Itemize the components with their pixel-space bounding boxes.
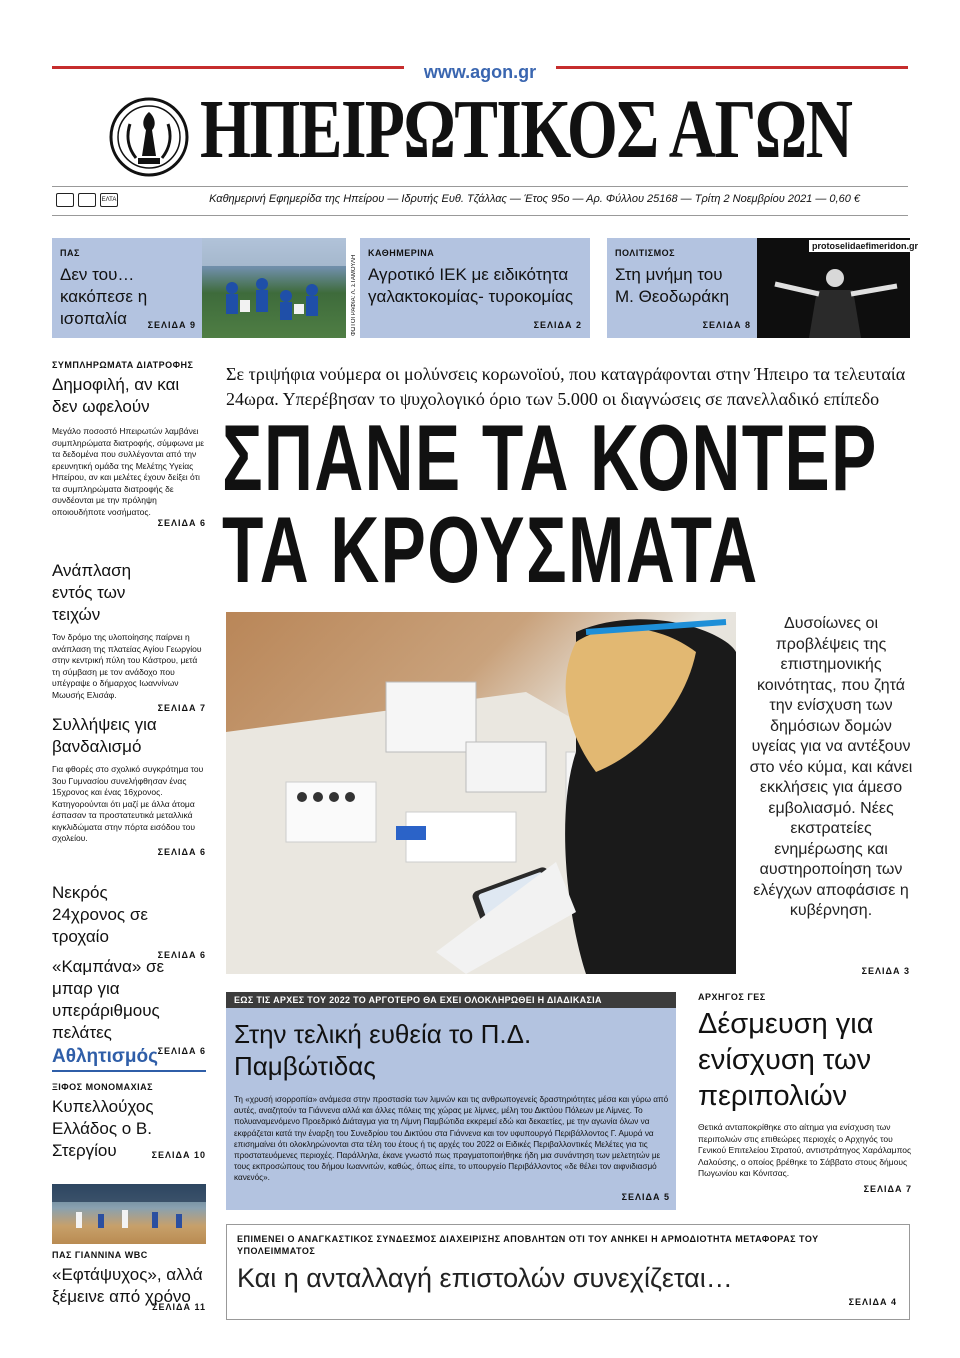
story-title: Κυπελλούχος Ελλάδος ο Β. Στεργίου — [52, 1097, 154, 1160]
main-side-text: Δυσοίωνες οι προβλέψεις της επιστημονικής κοινότητας, που ζητά την ενίσχυση των δημόσιων δομών υγείας για να αντέξουν στο νέο κύμα, και κάνει εκκλήσεις για άμεσο εμβολιασμό. Νέες εκστρατείες ενημέρωσης και αυστηροποίηση των ελέγχων αποφάσισε η κυβέρνηση. — [749, 615, 913, 919]
main-lead: Σε τριψήφια νούμερα οι μολύνσεις κορωνοϊού, που καταγράφονται στην Ήπειρο τα τελευταία 24ωρα. Υπερέβησαν το ψυχολογικό όριο των 5.000 οι διαγνώσεις σε πανελλαδικό επίπεδο — [226, 364, 906, 409]
story-title: Ανάπλαση εντός των τειχών — [52, 561, 132, 624]
main-headline[interactable] — [222, 405, 878, 602]
story-page: ΣΕΛΙΔΑ 6 — [157, 950, 206, 960]
teaser-pas[interactable] — [52, 238, 202, 338]
story-page: ΣΕΛΙΔΑ 11 — [152, 1302, 206, 1312]
story-kicker: ΞΙΦΟΣ ΜΟΝΟΜΑΧΙΑΣ — [52, 1082, 153, 1092]
masthead-title: ΗΠΕΙΡΩΤΙΚΟΣ ΑΓΩΝ — [200, 83, 852, 176]
sports-story-fencing[interactable] — [52, 1082, 206, 1160]
story-page: ΣΕΛΙΔΑ 6 — [157, 846, 206, 857]
sidebar-story-1[interactable] — [52, 360, 206, 528]
teaser-title: Δεν του… κακόπεσε η ισοπαλία — [60, 265, 148, 328]
basketball-photo — [52, 1184, 206, 1244]
teaser-kicker: ΚΑΘΗΜΕΡΙΝΑ — [368, 248, 435, 258]
story-body: Για φθορές στο σχολικό συγκρότημα του 3ου Γυμνασίου συνελήφθησαν ένας 15χρονος και ένας 16χρονος. Κατηγορούνται ότι μαζί με άλλα άτομα έσπασαν τα προστατευτικά μεταλλικά κιγκλιδώματα στην πόρτα εισόδου του σχολείου. — [52, 764, 204, 843]
sidebar-story-2[interactable] — [52, 560, 206, 713]
story-title: Συλλήψεις για βανδαλισμό — [52, 715, 157, 756]
teaser-kathimerina[interactable] — [360, 238, 590, 338]
story-page: ΣΕΛΙΔΑ 7 — [863, 1183, 912, 1194]
main-page: ΣΕΛΙΔΑ 3 — [861, 966, 910, 976]
headline-line-2: ΤΑ ΚΡΟΥΣΜΑΤΑ — [222, 497, 759, 602]
story-page: ΣΕΛΙΔΑ 4 — [848, 1297, 897, 1307]
teaser-title: Στη μνήμη του Μ. Θεοδωράκη — [615, 265, 730, 306]
issue-info: Καθημερινή Εφημερίδα της Ηπείρου — Ιδρυτής Ευθ. Τζάλλας — Έτος 95ο — Αρ. Φύλλου 25168 — Τρίτη 2 Νοεμβρίου 2021 — 0,60 € — [209, 193, 860, 205]
story-body: Τον δρόμο της υλοποίησης παίρνει η ανάπλαση της πλατείας Αγίου Γεωργίου στην κεντρική πύλη του Κάστρου, μετά τη σύμβαση με τον ανάδοχο που υπέγραψε ο δήμαρχος Ιωαννίνων Μωυσής Ελισάφ. — [52, 632, 202, 700]
newspaper-seal-logo — [108, 96, 190, 178]
sports-story-basketball[interactable] — [52, 1250, 206, 1312]
ges-story[interactable] — [698, 992, 912, 1194]
story-body: Θετικά ανταποκρίθηκε στο αίτημα για ενίσχυση των περιπολιών στις επιθεώρες περιοχές ο Αρχηγός του Γενικού Επιτελείου Στρατού, αντιστράτηγος Χαράλαμπος Λαλούσης, ο οποίος βρέθηκε το Σάββατο στους δήμους Πωγωνίου και Κόνιτσας. — [698, 1122, 912, 1178]
story-title: Δημοφιλή, αν και δεν ωφελούν — [52, 375, 180, 416]
story-title: Στην τελική ευθεία το Π.Δ. Παμβώτιδας — [234, 1019, 532, 1081]
sidebar-story-4[interactable] — [52, 882, 206, 960]
story-title: «Καμπάνα» σε μπαρ για υπεράριθμους πελάτες — [52, 957, 165, 1042]
logo-elta: ΕΛΤΑ — [100, 193, 118, 207]
story-kicker: ΣΥΜΠΛΗΡΩΜΑΤΑ ΔΙΑΤΡΟΦΗΣ — [52, 360, 194, 370]
theodorakis-photo — [757, 238, 910, 338]
teaser-kicker: ΠΟΛΙΤΙΣΜΟΣ — [615, 248, 676, 258]
headline-line-1: ΣΠΑΝΕ ΤΑ ΚΟΝΤΕΡ — [222, 405, 878, 510]
story-page: ΣΕΛΙΔΑ 10 — [151, 1150, 206, 1160]
story-title: Νεκρός 24χρονος σε τροχαίο — [52, 883, 148, 946]
story-kicker: ΠΑΣ ΓΙΑΝΝΙΝΑ WBC — [52, 1250, 148, 1260]
bottom-story[interactable] — [226, 1224, 910, 1320]
sports-section-label: Αθλητισμός — [52, 1046, 206, 1072]
info-line — [52, 186, 908, 216]
story-page: ΣΕΛΙΔΑ 6 — [157, 1046, 206, 1056]
teaser-page: ΣΕΛΙΔΑ 9 — [147, 320, 196, 330]
story-kicker: ΕΠΙΜΕΝΕΙ Ο ΑΝΑΓΚΑΣΤΙΚΟΣ ΣΥΝΔΕΣΜΟΣ ΔΙΑΧΕΙΡΙΣΗΣ ΑΠΟΒΛΗΤΩΝ ΟΤΙ ΤΟΥ ΑΝΗΚΕΙ Η ΑΡΜΟΔΙΟΤΗΤΑ ΜΕΤΑΦΟΡΑΣ ΤΟΥ ΥΠΟΛΕΙΜΜΑΤΟΣ — [237, 1234, 819, 1256]
story-page: ΣΕΛΙΔΑ 5 — [621, 1192, 670, 1202]
teaser-kicker: ΠΑΣ — [60, 248, 80, 258]
story-body: Μεγάλο ποσοστό Ηπειρωτών λαμβάνει συμπληρώματα διατροφής, σύμφωνα με τα δεδομένα που συλλέγονται από την ερευνητική ομάδα της Μελέτης Υγείας Ηπείρου, αν και μελέτες έχουν δείξει ότι τα συμπληρώματα διατροφής δε συνδέονται με την πρόληψη οποιουδήποτε νοσήματος. — [52, 426, 205, 517]
story-title: Δέσμευση για ενίσχυση των περιπολιών — [698, 1008, 874, 1112]
sidebar-story-5[interactable] — [52, 956, 206, 1056]
teaser-page: ΣΕΛΙΔΑ 2 — [533, 320, 582, 330]
story-title: «Εφτάψυχος», αλλά ξέμεινε από χρόνο — [52, 1265, 203, 1306]
partner-logos — [56, 193, 118, 207]
story-kicker: ΕΩΣ ΤΙΣ ΑΡΧΕΣ ΤΟΥ 2022 ΤΟ ΑΡΓΟΤΕΡΟ ΘΑ ΕΧΕΙ ΟΛΟΚΛΗΡΩΘΕΙ Η ΔΙΑΔΙΚΑΣΙΑ — [226, 992, 676, 1008]
teaser-title: Αγροτικό ΙΕΚ με ειδικότητα γαλακτοκομίας- τυροκομίας — [368, 265, 574, 306]
football-photo — [202, 238, 346, 338]
story-page: ΣΕΛΙΔΑ 7 — [157, 703, 206, 713]
site-url[interactable]: www.agon.gr — [423, 62, 537, 82]
story-body: Τη «χρυσή ισορροπία» ανάμεσα στην προστασία των λιμνών και τις ανθρωπογενείς δραστηριότητες μέσα και γύρω από αυτές, αναζητούν τα Γιάννενα αλλά και άλλες πόλεις της χώρας με λίμνες, μέλη του Δικτύου Πόλεων με Λίμνες. Το πολυαναμενόμενο Προεδρικό Διάταγμα για τη Λίμνη Παμβώτιδα εκκρεμεί εδώ και δεκαετίες, με την αγωνία όλων να εκφράζεται κατά την έναρξη του Συνεδρίου του Δικτύου στα Γιάννενα και τον υφυπουργό Περιβάλλοντος Γ. Αμυρά να επισημαίνει ότι ολοκληρώνονται στα τέλη του έτους ή τις αρχές του 2022 οι Ειδικές Περιβαλλοντικές Μελέτες για τις προστατευόμενες περιοχές. Παράλληλα, έκανε γνωστό πως πραγματοποιήθηκε ήδη μια συνάντηση των μελετητών με τους εκπροσώπους του δήμου Ιωαννιτών, καθώς, όπως είπε, το υπουργείο Περιβάλλοντος «δε θέλει τον αιφνιδιασμό κανενός». — [234, 1095, 669, 1183]
story-title: Και η ανταλλαγή επιστολών συνεχίζεται… — [237, 1263, 733, 1293]
teaser-page: ΣΕΛΙΔΑ 8 — [702, 320, 751, 330]
watermark: protoselidaefimeridon.gr — [809, 240, 921, 252]
story-page: ΣΕΛΙΔΑ 6 — [157, 518, 206, 528]
story-kicker: ΑΡΧΗΓΟΣ ΓΕΣ — [698, 992, 766, 1002]
logo-2 — [78, 193, 96, 207]
pamvotida-story[interactable] — [226, 992, 676, 1210]
photo-credit: ΦΩΤΟΓΡΑΦΙΑ: Λ. ΣΤΑΜΟΥΛΗ — [351, 254, 357, 336]
teaser-politismos[interactable] — [607, 238, 757, 338]
covid-testing-photo — [226, 612, 736, 974]
sidebar-story-3[interactable] — [52, 714, 206, 857]
logo-1 — [56, 193, 74, 207]
